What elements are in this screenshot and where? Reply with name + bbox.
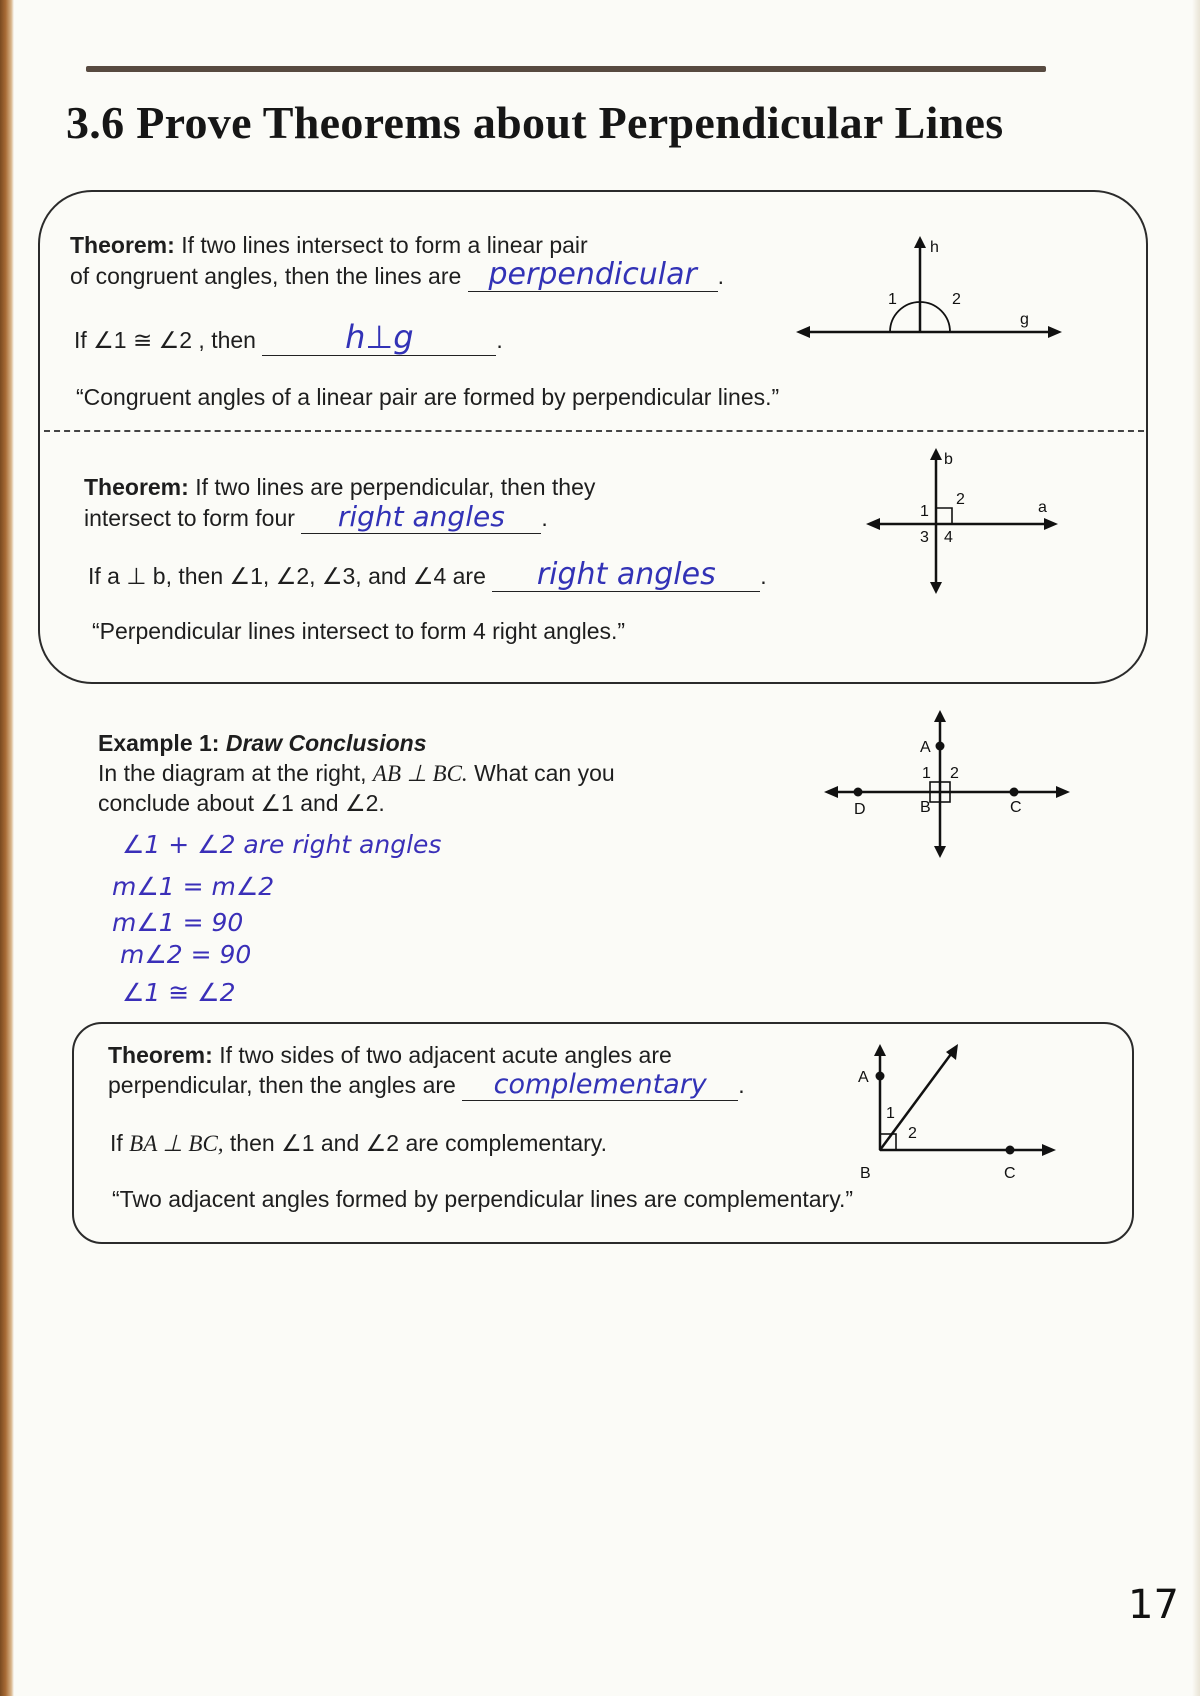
t3-label-B: B xyxy=(860,1165,871,1182)
t1-label-g: g xyxy=(1020,311,1029,328)
theorem2-if-blank xyxy=(492,557,760,592)
ex-label-A: A xyxy=(920,739,931,756)
theorem1-line2: of congruent angles, then the lines are perpendicular . xyxy=(70,257,725,292)
example1-subtitle: Draw Conclusions xyxy=(225,730,427,756)
ex-label-1: 1 xyxy=(922,765,931,782)
theorem1-text2: of congruent angles, then the lines are xyxy=(70,263,462,289)
example1-line2: conclude about ∠1 and ∠2. xyxy=(98,790,385,816)
theorem3-diagram xyxy=(850,1040,1060,1180)
t1-label-1: 1 xyxy=(888,291,897,308)
work-line-3: m∠1 = 90 xyxy=(112,908,244,937)
t3-label-A: A xyxy=(858,1069,869,1086)
page-number: 17 xyxy=(1128,1582,1179,1628)
ex-label-D: D xyxy=(854,801,866,818)
theorem2-line2: intersect to form four right angles . xyxy=(84,500,548,533)
theorem1-if-line: If ∠1 ≅ ∠2 , then h⊥g . xyxy=(74,318,503,356)
theorem3-line2: perpendicular, then the angles are complementary . xyxy=(108,1069,745,1100)
example1-label: Example 1: xyxy=(98,730,220,756)
t2-label-4: 4 xyxy=(944,529,953,546)
t3-label-1: 1 xyxy=(886,1105,895,1122)
example1-heading xyxy=(98,728,427,758)
theorem2-diagram xyxy=(860,444,1060,594)
theorem1-if-text: If ∠1 ≅ ∠2 , then xyxy=(74,327,256,353)
theorem3-if-line xyxy=(110,1128,607,1159)
theorem2-line1 xyxy=(84,472,595,502)
theorem1-label: Theorem: xyxy=(70,232,175,258)
ex-label-C: C xyxy=(1010,799,1022,816)
work-line-4: m∠2 = 90 xyxy=(120,940,252,969)
t2-label-1: 1 xyxy=(920,503,929,520)
theorem2-if-answer: right angles xyxy=(536,557,716,592)
theorem3-answer: complementary xyxy=(493,1069,707,1100)
theorem2-quote: “Perpendicular lines intersect to form 4 right angles.” xyxy=(92,618,626,644)
t2-label-a: a xyxy=(1038,499,1047,516)
t2-label-2: 2 xyxy=(956,491,965,508)
theorem2-text2: intersect to form four xyxy=(84,505,295,531)
theorem1-line1 xyxy=(70,230,588,260)
theorem3-answer-blank xyxy=(462,1070,738,1101)
theorem2-text1: If two lines are perpendicular, then they xyxy=(195,474,596,500)
example1-text2: What can you xyxy=(474,760,615,786)
theorem2-if-line: If a ⊥ b, then ∠1, ∠2, ∠3, and ∠4 are right angles . xyxy=(88,557,767,592)
work-line-1: ∠1 + ∠2 are right angles xyxy=(122,830,442,859)
t2-label-b: b xyxy=(944,451,953,468)
t3-label-C: C xyxy=(1004,1165,1016,1182)
t2-label-3: 3 xyxy=(920,529,929,546)
theorem1-answer: perpendicular xyxy=(488,257,697,292)
theorem1-text1: If two lines intersect to form a linear pair xyxy=(181,232,588,258)
theorem2-answer-blank xyxy=(301,502,541,534)
t3-label-2: 2 xyxy=(908,1125,917,1142)
example1-line1 xyxy=(98,758,615,789)
t1-label-2: 2 xyxy=(952,291,961,308)
theorem3-if-text: If xyxy=(110,1130,123,1156)
theorem3-quote: “Two adjacent angles formed by perpendicular lines are complementary.” xyxy=(112,1186,854,1212)
theorem1-diagram xyxy=(790,230,1070,350)
theorem3-text2: perpendicular, then the angles are xyxy=(108,1072,456,1098)
theorem2-label: Theorem: xyxy=(84,474,189,500)
ex-label-B: B xyxy=(920,799,931,816)
theorem1-if-answer: h⊥g xyxy=(345,318,414,356)
page-edge-right xyxy=(1192,0,1200,1696)
dashed-divider xyxy=(44,430,1144,432)
example1-math: AB ⊥ BC. xyxy=(372,761,468,786)
theorem3-if-post: then ∠1 and ∠2 are complementary. xyxy=(229,1130,607,1156)
theorem3-math: BA ⊥ BC, xyxy=(129,1131,224,1156)
theorem1-answer-blank xyxy=(468,257,718,292)
theorem1-quote: “Congruent angles of a linear pair are formed by perpendicular lines.” xyxy=(76,384,780,410)
theorem3-line1 xyxy=(108,1040,672,1070)
theorem2-if-text: If a ⊥ b, then ∠1, ∠2, ∠3, and ∠4 are xyxy=(88,563,486,589)
page-edge xyxy=(0,0,14,1696)
example1-text1: In the diagram at the right, xyxy=(98,760,367,786)
t1-label-h: h xyxy=(930,239,939,256)
example1-diagram xyxy=(820,708,1070,858)
theorem3-label: Theorem: xyxy=(108,1042,213,1068)
top-rule xyxy=(86,66,1046,72)
theorem2-answer: right angles xyxy=(337,500,505,533)
work-line-2: m∠1 = m∠2 xyxy=(112,872,275,901)
ex-label-2: 2 xyxy=(950,765,959,782)
page-title: 3.6 Prove Theorems about Perpendicular Lines xyxy=(66,97,1004,148)
work-line-5: ∠1 ≅ ∠2 xyxy=(122,978,236,1007)
theorem3-text1: If two sides of two adjacent acute angles are xyxy=(219,1042,672,1068)
